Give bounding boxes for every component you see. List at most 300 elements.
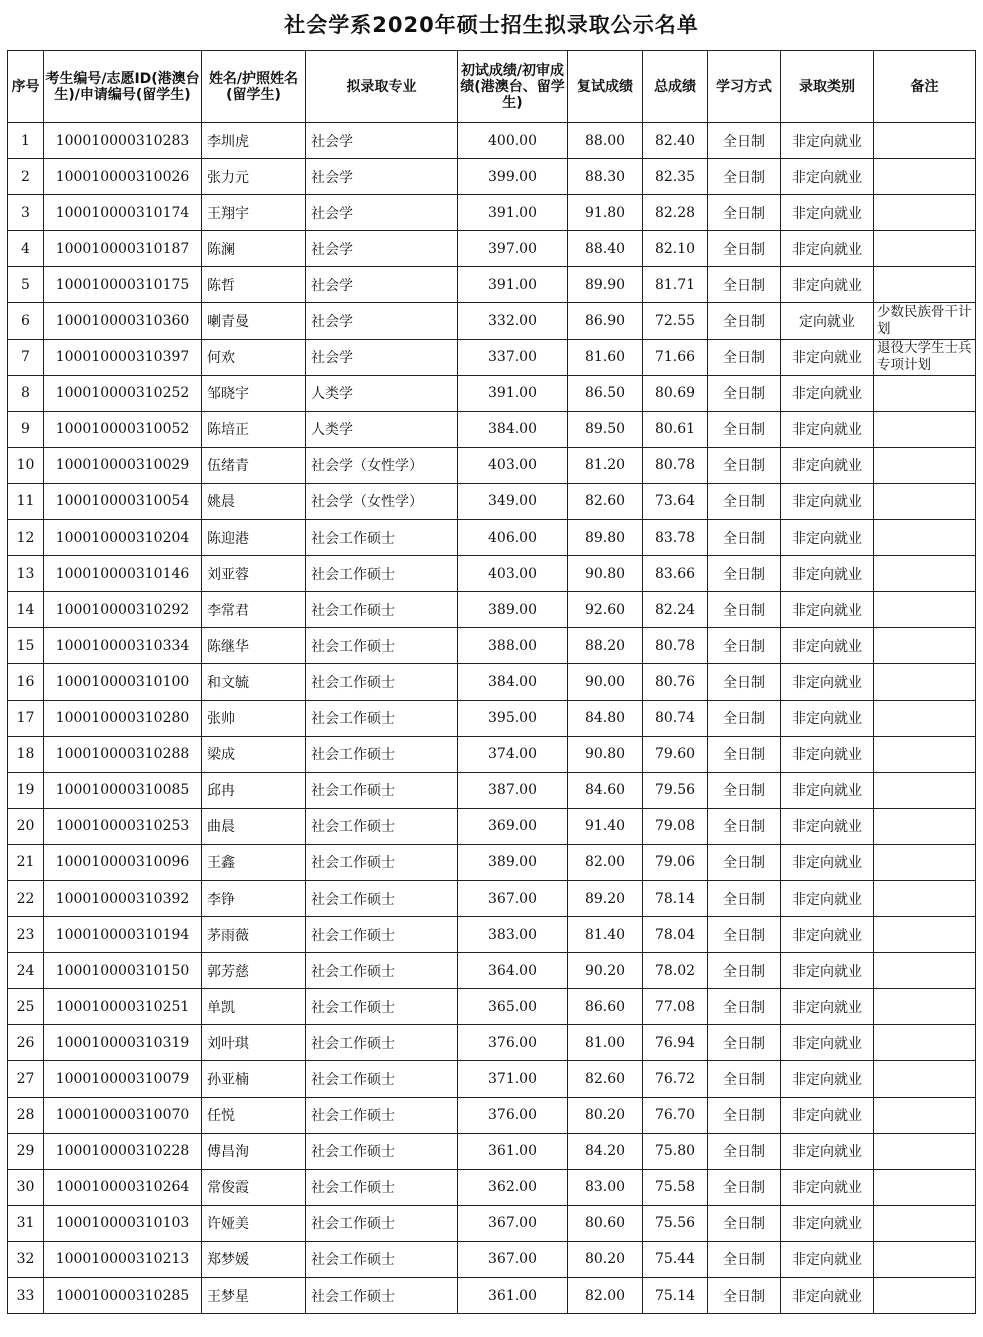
cell-category: 非定向就业: [781, 700, 874, 736]
table-row: [8, 1061, 976, 1097]
cell-category: 非定向就业: [781, 1278, 874, 1314]
cell-major: 社会学（女性学）: [306, 483, 458, 519]
cell-category: 非定向就业: [781, 520, 874, 556]
cell-category: 非定向就业: [781, 953, 874, 989]
cell-total-score: 75.58: [643, 1169, 708, 1205]
cell-major: 社会工作硕士: [306, 664, 458, 700]
cell-id: 100010000310251: [44, 989, 202, 1025]
cell-id: 100010000310052: [44, 411, 202, 447]
table-row: [8, 844, 976, 880]
cell-category: 定向就业: [781, 303, 874, 339]
cell-total-score: 75.56: [643, 1205, 708, 1241]
cell-retest-score: 89.50: [568, 411, 643, 447]
cell-name: 李圳虎: [202, 123, 306, 159]
cell-note: [874, 989, 976, 1025]
cell-study-mode: 全日制: [708, 339, 781, 375]
cell-id: 100010000310360: [44, 303, 202, 339]
cell-retest-score: 81.60: [568, 339, 643, 375]
admission-table: [7, 50, 976, 1314]
table-row: [8, 483, 976, 519]
cell-total-score: 76.94: [643, 1025, 708, 1061]
cell-major: 社会工作硕士: [306, 1241, 458, 1277]
cell-category: 非定向就业: [781, 195, 874, 231]
cell-name: 陈哲: [202, 267, 306, 303]
cell-category: 非定向就业: [781, 592, 874, 628]
cell-initial-score: 387.00: [458, 772, 568, 808]
cell-retest-score: 88.40: [568, 231, 643, 267]
cell-initial-score: 349.00: [458, 483, 568, 519]
cell-name: 张力元: [202, 159, 306, 195]
table-row: [8, 1025, 976, 1061]
cell-id: 100010000310334: [44, 628, 202, 664]
cell-retest-score: 84.80: [568, 700, 643, 736]
cell-total-score: 78.04: [643, 917, 708, 953]
cell-initial-score: 364.00: [458, 953, 568, 989]
cell-category: 非定向就业: [781, 447, 874, 483]
cell-name: 刘叶琪: [202, 1025, 306, 1061]
table-row: [8, 556, 976, 592]
cell-note: [874, 375, 976, 411]
cell-total-score: 82.28: [643, 195, 708, 231]
cell-initial-score: 374.00: [458, 736, 568, 772]
cell-major: 社会工作硕士: [306, 808, 458, 844]
cell-total-score: 71.66: [643, 339, 708, 375]
cell-major: 社会工作硕士: [306, 917, 458, 953]
cell-category: 非定向就业: [781, 917, 874, 953]
cell-retest-score: 82.00: [568, 844, 643, 880]
cell-name: 伍绪青: [202, 447, 306, 483]
cell-seq: 30: [8, 1169, 44, 1205]
cell-retest-score: 84.20: [568, 1133, 643, 1169]
cell-note: [874, 880, 976, 916]
cell-study-mode: 全日制: [708, 1169, 781, 1205]
cell-study-mode: 全日制: [708, 989, 781, 1025]
cell-major: 社会工作硕士: [306, 1278, 458, 1314]
cell-name: 王翔宇: [202, 195, 306, 231]
cell-study-mode: 全日制: [708, 1133, 781, 1169]
cell-note: [874, 1241, 976, 1277]
cell-retest-score: 90.20: [568, 953, 643, 989]
cell-initial-score: 337.00: [458, 339, 568, 375]
cell-study-mode: 全日制: [708, 520, 781, 556]
cell-retest-score: 80.20: [568, 1241, 643, 1277]
cell-id: 100010000310103: [44, 1205, 202, 1241]
cell-note: [874, 736, 976, 772]
cell-id: 100010000310175: [44, 267, 202, 303]
cell-seq: 19: [8, 772, 44, 808]
cell-category: 非定向就业: [781, 1169, 874, 1205]
cell-initial-score: 397.00: [458, 231, 568, 267]
cell-initial-score: 365.00: [458, 989, 568, 1025]
cell-study-mode: 全日制: [708, 628, 781, 664]
cell-initial-score: 395.00: [458, 700, 568, 736]
cell-id: 100010000310228: [44, 1133, 202, 1169]
cell-id: 100010000310252: [44, 375, 202, 411]
cell-category: 非定向就业: [781, 1205, 874, 1241]
cell-name: 陈澜: [202, 231, 306, 267]
cell-total-score: 82.24: [643, 592, 708, 628]
header-major: 拟录取专业: [306, 51, 458, 123]
table-row: [8, 808, 976, 844]
table-row: [8, 520, 976, 556]
cell-id: 100010000310174: [44, 195, 202, 231]
cell-seq: 20: [8, 808, 44, 844]
cell-id: 100010000310054: [44, 483, 202, 519]
cell-major: 社会工作硕士: [306, 953, 458, 989]
cell-id: 100010000310292: [44, 592, 202, 628]
cell-major: 社会工作硕士: [306, 556, 458, 592]
cell-total-score: 75.80: [643, 1133, 708, 1169]
cell-retest-score: 89.20: [568, 880, 643, 916]
cell-study-mode: 全日制: [708, 917, 781, 953]
cell-note: [874, 159, 976, 195]
cell-note: 退役大学生士兵专项计划: [874, 339, 976, 375]
cell-study-mode: 全日制: [708, 195, 781, 231]
table-row: [8, 123, 976, 159]
cell-name: 郑梦媛: [202, 1241, 306, 1277]
cell-total-score: 79.08: [643, 808, 708, 844]
cell-major: 社会工作硕士: [306, 736, 458, 772]
cell-note: [874, 267, 976, 303]
cell-id: 100010000310283: [44, 123, 202, 159]
header-seq: 序号: [8, 51, 44, 123]
cell-note: [874, 1097, 976, 1133]
cell-category: 非定向就业: [781, 123, 874, 159]
cell-seq: 17: [8, 700, 44, 736]
cell-initial-score: 367.00: [458, 1241, 568, 1277]
cell-major: 社会学: [306, 195, 458, 231]
cell-retest-score: 88.00: [568, 123, 643, 159]
cell-initial-score: 384.00: [458, 664, 568, 700]
cell-initial-score: 399.00: [458, 159, 568, 195]
cell-study-mode: 全日制: [708, 483, 781, 519]
cell-seq: 28: [8, 1097, 44, 1133]
header-study-mode: 学习方式: [708, 51, 781, 123]
table-row: [8, 267, 976, 303]
cell-total-score: 82.10: [643, 231, 708, 267]
cell-id: 100010000310194: [44, 917, 202, 953]
cell-major: 社会工作硕士: [306, 989, 458, 1025]
cell-total-score: 78.02: [643, 953, 708, 989]
cell-seq: 10: [8, 447, 44, 483]
cell-study-mode: 全日制: [708, 447, 781, 483]
cell-id: 100010000310280: [44, 700, 202, 736]
cell-note: 少数民族骨干计划: [874, 303, 976, 339]
cell-initial-score: 367.00: [458, 880, 568, 916]
cell-category: 非定向就业: [781, 1097, 874, 1133]
cell-name: 傅昌洵: [202, 1133, 306, 1169]
cell-major: 社会工作硕士: [306, 1169, 458, 1205]
cell-seq: 12: [8, 520, 44, 556]
cell-major: 社会学: [306, 267, 458, 303]
table-row: [8, 1205, 976, 1241]
cell-name: 许娅美: [202, 1205, 306, 1241]
cell-note: [874, 1061, 976, 1097]
cell-id: 100010000310029: [44, 447, 202, 483]
cell-total-score: 80.74: [643, 700, 708, 736]
cell-major: 人类学: [306, 411, 458, 447]
cell-seq: 27: [8, 1061, 44, 1097]
cell-seq: 16: [8, 664, 44, 700]
cell-id: 100010000310213: [44, 1241, 202, 1277]
cell-seq: 5: [8, 267, 44, 303]
table-row: [8, 1278, 976, 1314]
cell-initial-score: 376.00: [458, 1025, 568, 1061]
cell-retest-score: 81.20: [568, 447, 643, 483]
cell-initial-score: 400.00: [458, 123, 568, 159]
cell-category: 非定向就业: [781, 772, 874, 808]
cell-note: [874, 844, 976, 880]
cell-retest-score: 82.60: [568, 483, 643, 519]
cell-id: 100010000310146: [44, 556, 202, 592]
cell-study-mode: 全日制: [708, 556, 781, 592]
cell-name: 喇青曼: [202, 303, 306, 339]
cell-total-score: 76.70: [643, 1097, 708, 1133]
cell-name: 陈培正: [202, 411, 306, 447]
cell-note: [874, 123, 976, 159]
table-row: [8, 664, 976, 700]
cell-name: 和文毓: [202, 664, 306, 700]
cell-study-mode: 全日制: [708, 375, 781, 411]
cell-retest-score: 90.80: [568, 736, 643, 772]
cell-id: 100010000310026: [44, 159, 202, 195]
cell-name: 郭芳慈: [202, 953, 306, 989]
cell-category: 非定向就业: [781, 375, 874, 411]
cell-id: 100010000310187: [44, 231, 202, 267]
cell-initial-score: 406.00: [458, 520, 568, 556]
cell-category: 非定向就业: [781, 231, 874, 267]
cell-name: 姚晨: [202, 483, 306, 519]
page-title: 社会学系2020年硕士招生拟录取公示名单: [284, 13, 699, 37]
cell-total-score: 83.66: [643, 556, 708, 592]
cell-major: 社会工作硕士: [306, 592, 458, 628]
cell-note: [874, 195, 976, 231]
cell-seq: 15: [8, 628, 44, 664]
cell-seq: 8: [8, 375, 44, 411]
table-row: [8, 772, 976, 808]
cell-major: 社会工作硕士: [306, 844, 458, 880]
table-row: [8, 159, 976, 195]
cell-id: 100010000310085: [44, 772, 202, 808]
cell-initial-score: 389.00: [458, 592, 568, 628]
cell-initial-score: 388.00: [458, 628, 568, 664]
cell-major: 社会学（女性学）: [306, 447, 458, 483]
cell-note: [874, 1133, 976, 1169]
cell-name: 孙亚楠: [202, 1061, 306, 1097]
cell-total-score: 75.14: [643, 1278, 708, 1314]
cell-retest-score: 90.80: [568, 556, 643, 592]
cell-total-score: 76.72: [643, 1061, 708, 1097]
cell-category: 非定向就业: [781, 339, 874, 375]
cell-major: 社会学: [306, 159, 458, 195]
cell-study-mode: 全日制: [708, 1025, 781, 1061]
cell-total-score: 83.78: [643, 520, 708, 556]
cell-major: 社会工作硕士: [306, 700, 458, 736]
cell-study-mode: 全日制: [708, 592, 781, 628]
cell-major: 社会工作硕士: [306, 1061, 458, 1097]
cell-study-mode: 全日制: [708, 267, 781, 303]
cell-initial-score: 332.00: [458, 303, 568, 339]
cell-note: [874, 520, 976, 556]
header-total-score: 总成绩: [643, 51, 708, 123]
cell-study-mode: 全日制: [708, 231, 781, 267]
cell-name: 茅雨薇: [202, 917, 306, 953]
cell-id: 100010000310070: [44, 1097, 202, 1133]
cell-category: 非定向就业: [781, 880, 874, 916]
cell-initial-score: 391.00: [458, 195, 568, 231]
header-note: 备注: [874, 51, 976, 123]
cell-study-mode: 全日制: [708, 1205, 781, 1241]
cell-seq: 6: [8, 303, 44, 339]
table-row: [8, 700, 976, 736]
table-row: [8, 411, 976, 447]
cell-note: [874, 1205, 976, 1241]
cell-major: 社会学: [306, 303, 458, 339]
cell-study-mode: 全日制: [708, 844, 781, 880]
cell-total-score: 77.08: [643, 989, 708, 1025]
cell-seq: 26: [8, 1025, 44, 1061]
cell-major: 社会学: [306, 123, 458, 159]
header-row: [8, 51, 976, 123]
cell-retest-score: 86.50: [568, 375, 643, 411]
cell-major: 社会工作硕士: [306, 1025, 458, 1061]
cell-seq: 7: [8, 339, 44, 375]
cell-id: 100010000310204: [44, 520, 202, 556]
header-category: 录取类别: [781, 51, 874, 123]
cell-initial-score: 384.00: [458, 411, 568, 447]
cell-name: 单凯: [202, 989, 306, 1025]
table-row: [8, 447, 976, 483]
cell-seq: 23: [8, 917, 44, 953]
cell-retest-score: 88.30: [568, 159, 643, 195]
cell-retest-score: 90.00: [568, 664, 643, 700]
cell-retest-score: 91.80: [568, 195, 643, 231]
table-row: [8, 736, 976, 772]
cell-category: 非定向就业: [781, 411, 874, 447]
table-row: [8, 231, 976, 267]
cell-major: 社会工作硕士: [306, 772, 458, 808]
cell-initial-score: 376.00: [458, 1097, 568, 1133]
cell-total-score: 72.55: [643, 303, 708, 339]
cell-note: [874, 1278, 976, 1314]
cell-total-score: 82.40: [643, 123, 708, 159]
cell-category: 非定向就业: [781, 1025, 874, 1061]
table-row: [8, 592, 976, 628]
cell-total-score: 79.06: [643, 844, 708, 880]
cell-note: [874, 231, 976, 267]
cell-study-mode: 全日制: [708, 1097, 781, 1133]
cell-category: 非定向就业: [781, 159, 874, 195]
table-row: [8, 1097, 976, 1133]
cell-name: 梁成: [202, 736, 306, 772]
cell-initial-score: 369.00: [458, 808, 568, 844]
table-row: [8, 195, 976, 231]
cell-name: 张帅: [202, 700, 306, 736]
header-id: 考生编号/志愿ID(港澳台生)/申请编号(留学生): [44, 51, 202, 123]
table-row: [8, 880, 976, 916]
cell-retest-score: 82.00: [568, 1278, 643, 1314]
cell-category: 非定向就业: [781, 664, 874, 700]
cell-seq: 25: [8, 989, 44, 1025]
cell-name: 邱冉: [202, 772, 306, 808]
cell-seq: 11: [8, 483, 44, 519]
cell-study-mode: 全日制: [708, 772, 781, 808]
cell-id: 100010000310264: [44, 1169, 202, 1205]
cell-total-score: 80.61: [643, 411, 708, 447]
header-initial-score: 初试成绩/初审成绩(港澳台、留学生): [458, 51, 568, 123]
cell-initial-score: 367.00: [458, 1205, 568, 1241]
cell-total-score: 75.44: [643, 1241, 708, 1277]
cell-name: 何欢: [202, 339, 306, 375]
cell-seq: 21: [8, 844, 44, 880]
cell-id: 100010000310397: [44, 339, 202, 375]
cell-retest-score: 86.60: [568, 989, 643, 1025]
cell-study-mode: 全日制: [708, 1278, 781, 1314]
cell-seq: 3: [8, 195, 44, 231]
cell-study-mode: 全日制: [708, 953, 781, 989]
cell-retest-score: 89.90: [568, 267, 643, 303]
cell-total-score: 80.78: [643, 447, 708, 483]
cell-category: 非定向就业: [781, 483, 874, 519]
cell-id: 100010000310079: [44, 1061, 202, 1097]
cell-note: [874, 700, 976, 736]
table-row: [8, 953, 976, 989]
cell-note: [874, 1025, 976, 1061]
cell-note: [874, 953, 976, 989]
table-body: [8, 123, 976, 1314]
cell-note: [874, 808, 976, 844]
cell-retest-score: 92.60: [568, 592, 643, 628]
cell-note: [874, 592, 976, 628]
cell-name: 任悦: [202, 1097, 306, 1133]
cell-category: 非定向就业: [781, 628, 874, 664]
cell-category: 非定向就业: [781, 736, 874, 772]
cell-retest-score: 86.90: [568, 303, 643, 339]
cell-name: 王鑫: [202, 844, 306, 880]
cell-retest-score: 82.60: [568, 1061, 643, 1097]
cell-initial-score: 391.00: [458, 267, 568, 303]
cell-total-score: 79.60: [643, 736, 708, 772]
cell-major: 社会学: [306, 339, 458, 375]
cell-major: 社会工作硕士: [306, 1205, 458, 1241]
cell-initial-score: 403.00: [458, 447, 568, 483]
cell-study-mode: 全日制: [708, 736, 781, 772]
cell-total-score: 79.56: [643, 772, 708, 808]
cell-seq: 29: [8, 1133, 44, 1169]
cell-retest-score: 81.40: [568, 917, 643, 953]
cell-name: 陈继华: [202, 628, 306, 664]
cell-total-score: 80.78: [643, 628, 708, 664]
cell-id: 100010000310096: [44, 844, 202, 880]
cell-major: 社会工作硕士: [306, 1097, 458, 1133]
table-row: [8, 628, 976, 664]
cell-major: 人类学: [306, 375, 458, 411]
cell-initial-score: 362.00: [458, 1169, 568, 1205]
cell-name: 邹晓宇: [202, 375, 306, 411]
table-row: [8, 303, 976, 339]
cell-major: 社会工作硕士: [306, 1133, 458, 1169]
cell-category: 非定向就业: [781, 808, 874, 844]
cell-study-mode: 全日制: [708, 1061, 781, 1097]
cell-major: 社会工作硕士: [306, 628, 458, 664]
cell-name: 刘亚蓉: [202, 556, 306, 592]
table-row: [8, 339, 976, 375]
cell-seq: 18: [8, 736, 44, 772]
cell-seq: 33: [8, 1278, 44, 1314]
cell-id: 100010000310285: [44, 1278, 202, 1314]
cell-initial-score: 403.00: [458, 556, 568, 592]
cell-note: [874, 772, 976, 808]
